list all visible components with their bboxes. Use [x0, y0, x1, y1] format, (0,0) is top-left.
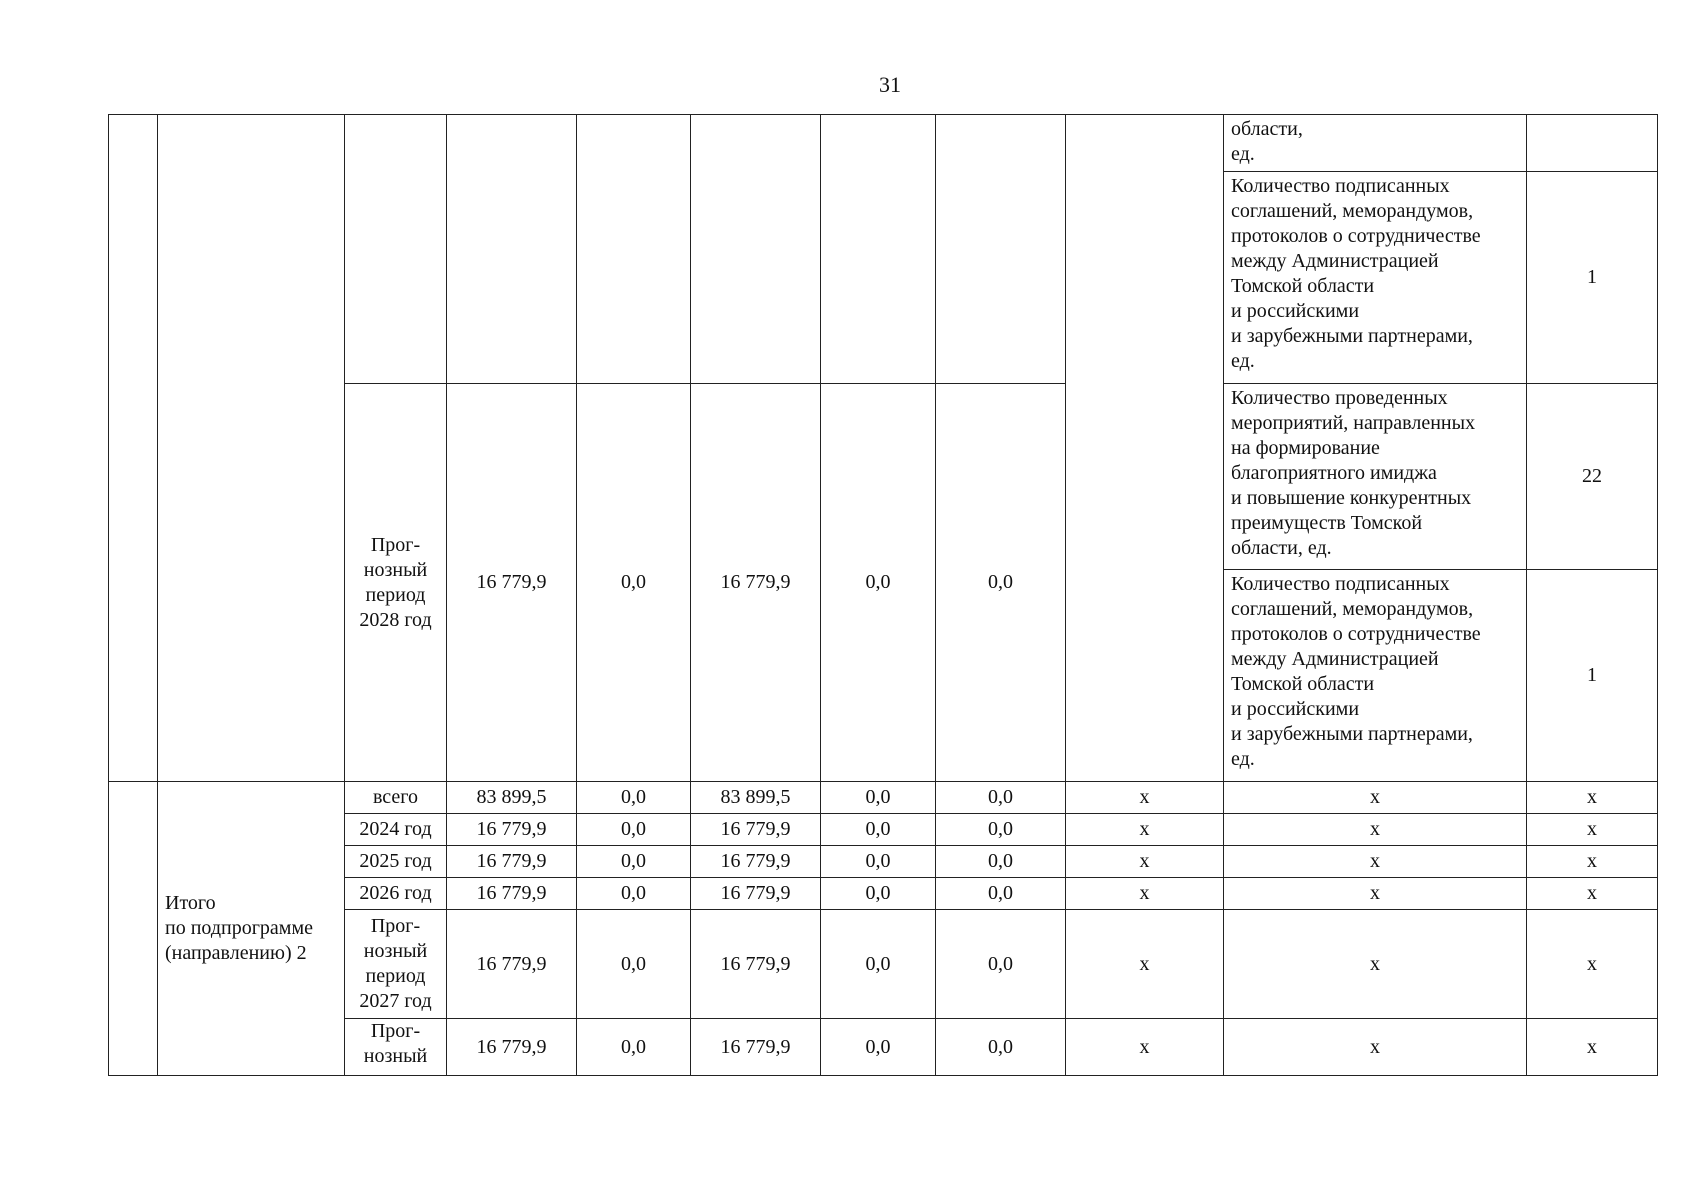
- mark-cell: [1066, 878, 1224, 910]
- value-cell: [447, 846, 577, 878]
- indicator-text: Количество подписанных соглашений, меморандумов, протоколов о сотрудничестве между Администрацией Томской области и российскими и зарубежными партнерами, ед.: [1231, 573, 1481, 770]
- value-cell: [821, 782, 936, 814]
- indicator-text: области, ед.: [1231, 118, 1303, 165]
- mark-cell: [1527, 814, 1658, 846]
- indicator-cell: [1224, 384, 1527, 570]
- value-text: 0,0: [865, 952, 891, 975]
- total-label-cell: [158, 782, 345, 1076]
- value-cell: [936, 115, 1066, 384]
- value-cell: [821, 910, 936, 1019]
- value-cell: [447, 878, 577, 910]
- name-cell: [158, 115, 345, 782]
- value-cell: [691, 1019, 821, 1076]
- indicator-value: 22: [1582, 465, 1602, 487]
- period-cell: [345, 910, 447, 1019]
- value-cell: [821, 878, 936, 910]
- mark-cell: [1066, 115, 1224, 782]
- period-cell: [345, 115, 447, 384]
- value-cell: [577, 846, 691, 878]
- indicator-cell: [1224, 570, 1527, 782]
- mark-text: х: [1370, 952, 1380, 975]
- period-label: всего: [372, 786, 419, 808]
- mark-text: х: [1587, 850, 1597, 872]
- indicator-value-cell: [1527, 570, 1658, 782]
- value-cell: [936, 878, 1066, 910]
- period-label: 2026 год: [359, 882, 432, 904]
- value-text: 16 779,9: [476, 882, 547, 904]
- value-cell: [936, 384, 1066, 782]
- indicator-value-cell: [1527, 172, 1658, 384]
- period-cell: [345, 384, 447, 782]
- value-text: 16 779,9: [720, 850, 791, 872]
- mark-cell: [1066, 910, 1224, 1019]
- value-text: 83 899,5: [720, 786, 791, 808]
- value-text: 0,0: [621, 571, 646, 593]
- total-label: Итого по подпрограмме (направлению) 2: [165, 892, 313, 964]
- mark-text: х: [1370, 786, 1380, 808]
- value-text: 16 779,9: [720, 571, 791, 593]
- mark-cell: [1224, 878, 1527, 910]
- num-cell: [109, 115, 158, 782]
- value-text: 0,0: [865, 882, 891, 904]
- value-cell: [936, 814, 1066, 846]
- mark-cell: [1066, 846, 1224, 878]
- mark-cell: [1224, 782, 1527, 814]
- table-row: [109, 115, 1658, 172]
- value-cell: [447, 115, 577, 384]
- indicator-cell: [1224, 115, 1527, 172]
- mark-text: х: [1139, 952, 1150, 975]
- value-cell: [936, 1019, 1066, 1076]
- value-cell: [821, 115, 936, 384]
- indicator-value-cell: [1527, 115, 1658, 172]
- mark-cell: [1527, 1019, 1658, 1076]
- value-text: 0,0: [865, 571, 891, 593]
- mark-text: х: [1139, 1035, 1150, 1058]
- period-label: Прог- нозный период 2028 год: [359, 533, 432, 631]
- value-text: 0,0: [988, 850, 1013, 872]
- mark-cell: [1527, 782, 1658, 814]
- value-text: 16 779,9: [720, 1035, 791, 1058]
- value-text: 0,0: [865, 1035, 891, 1058]
- value-cell: [691, 115, 821, 384]
- mark-text: х: [1370, 882, 1380, 904]
- mark-text: х: [1139, 882, 1150, 904]
- value-text: 16 779,9: [476, 818, 547, 840]
- mark-cell: [1224, 846, 1527, 878]
- period-label: 2025 год: [359, 850, 432, 872]
- value-cell: [577, 115, 691, 384]
- table-row: [109, 782, 1658, 814]
- period-cell: [345, 814, 447, 846]
- value-cell: [936, 910, 1066, 1019]
- value-text: 16 779,9: [476, 850, 547, 872]
- mark-cell: [1527, 910, 1658, 1019]
- mark-text: х: [1139, 818, 1150, 840]
- value-text: 0,0: [988, 1035, 1013, 1058]
- value-text: 16 779,9: [476, 571, 547, 593]
- mark-cell: [1224, 814, 1527, 846]
- value-cell: [821, 846, 936, 878]
- period-cell: [345, 878, 447, 910]
- mark-cell: [1066, 814, 1224, 846]
- value-text: 0,0: [988, 818, 1013, 840]
- mark-text: х: [1370, 818, 1380, 840]
- indicator-text: Количество подписанных соглашений, меморандумов, протоколов о сотрудничестве между Администрацией Томской области и российскими и зарубежными партнерами, ед.: [1231, 175, 1481, 372]
- value-cell: [821, 1019, 936, 1076]
- value-text: 0,0: [988, 786, 1013, 808]
- value-cell: [821, 814, 936, 846]
- mark-cell: [1527, 878, 1658, 910]
- value-cell: [447, 910, 577, 1019]
- mark-text: х: [1139, 786, 1150, 808]
- mark-text: х: [1370, 1035, 1380, 1058]
- value-cell: [577, 782, 691, 814]
- value-cell: [447, 814, 577, 846]
- value-text: 0,0: [621, 952, 646, 975]
- value-text: 0,0: [621, 882, 646, 904]
- mark-cell: [1527, 846, 1658, 878]
- value-text: 0,0: [621, 1035, 646, 1058]
- value-text: 0,0: [865, 818, 891, 840]
- period-label: Прог- нозный: [363, 1020, 428, 1067]
- indicator-cell: [1224, 172, 1527, 384]
- mark-text: х: [1587, 818, 1597, 840]
- value-text: 83 899,5: [476, 786, 547, 808]
- mark-text: х: [1587, 882, 1597, 904]
- period-label: Прог- нозный период 2027 год: [359, 915, 432, 1012]
- num-cell: [109, 782, 158, 1076]
- value-cell: [691, 878, 821, 910]
- value-cell: [447, 1019, 577, 1076]
- value-cell: [691, 814, 821, 846]
- mark-text: х: [1139, 850, 1150, 872]
- value-text: 16 779,9: [476, 952, 547, 975]
- mark-cell: [1066, 1019, 1224, 1076]
- value-cell: [447, 384, 577, 782]
- value-cell: [447, 782, 577, 814]
- mark-text: х: [1587, 1035, 1597, 1058]
- value-text: 0,0: [865, 786, 891, 808]
- mark-text: х: [1587, 952, 1597, 975]
- value-text: 0,0: [621, 786, 646, 808]
- mark-cell: [1224, 910, 1527, 1019]
- mark-cell: [1224, 1019, 1527, 1076]
- value-text: 0,0: [988, 571, 1013, 593]
- value-cell: [577, 384, 691, 782]
- period-cell: [345, 1019, 447, 1076]
- value-text: 0,0: [988, 952, 1013, 975]
- period-label: 2024 год: [359, 818, 432, 840]
- page-number: 31: [879, 72, 901, 97]
- indicator-value: 1: [1587, 266, 1597, 288]
- indicator-text: Количество проведенных мероприятий, направленных на формирование благоприятного имиджа и повышение конкурентных преимуществ Томской области, ед.: [1231, 387, 1476, 559]
- value-text: 16 779,9: [476, 1035, 547, 1058]
- indicator-value-cell: [1527, 384, 1658, 570]
- value-cell: [577, 1019, 691, 1076]
- value-text: 0,0: [865, 850, 891, 872]
- value-cell: [691, 384, 821, 782]
- value-text: 0,0: [988, 882, 1013, 904]
- value-cell: [577, 910, 691, 1019]
- value-cell: [577, 878, 691, 910]
- value-cell: [691, 846, 821, 878]
- value-cell: [691, 782, 821, 814]
- financing-table: [108, 114, 1658, 1076]
- mark-cell: [1066, 782, 1224, 814]
- period-cell: [345, 782, 447, 814]
- value-cell: [821, 384, 936, 782]
- value-cell: [577, 814, 691, 846]
- value-text: 16 779,9: [720, 952, 791, 975]
- value-text: 16 779,9: [720, 882, 791, 904]
- value-text: 16 779,9: [720, 818, 791, 840]
- period-cell: [345, 846, 447, 878]
- value-cell: [936, 846, 1066, 878]
- value-cell: [691, 910, 821, 1019]
- value-text: 0,0: [621, 818, 646, 840]
- indicator-value: 1: [1587, 664, 1597, 686]
- mark-text: х: [1370, 850, 1380, 872]
- value-text: 0,0: [621, 850, 646, 872]
- mark-text: х: [1587, 786, 1597, 808]
- value-cell: [936, 782, 1066, 814]
